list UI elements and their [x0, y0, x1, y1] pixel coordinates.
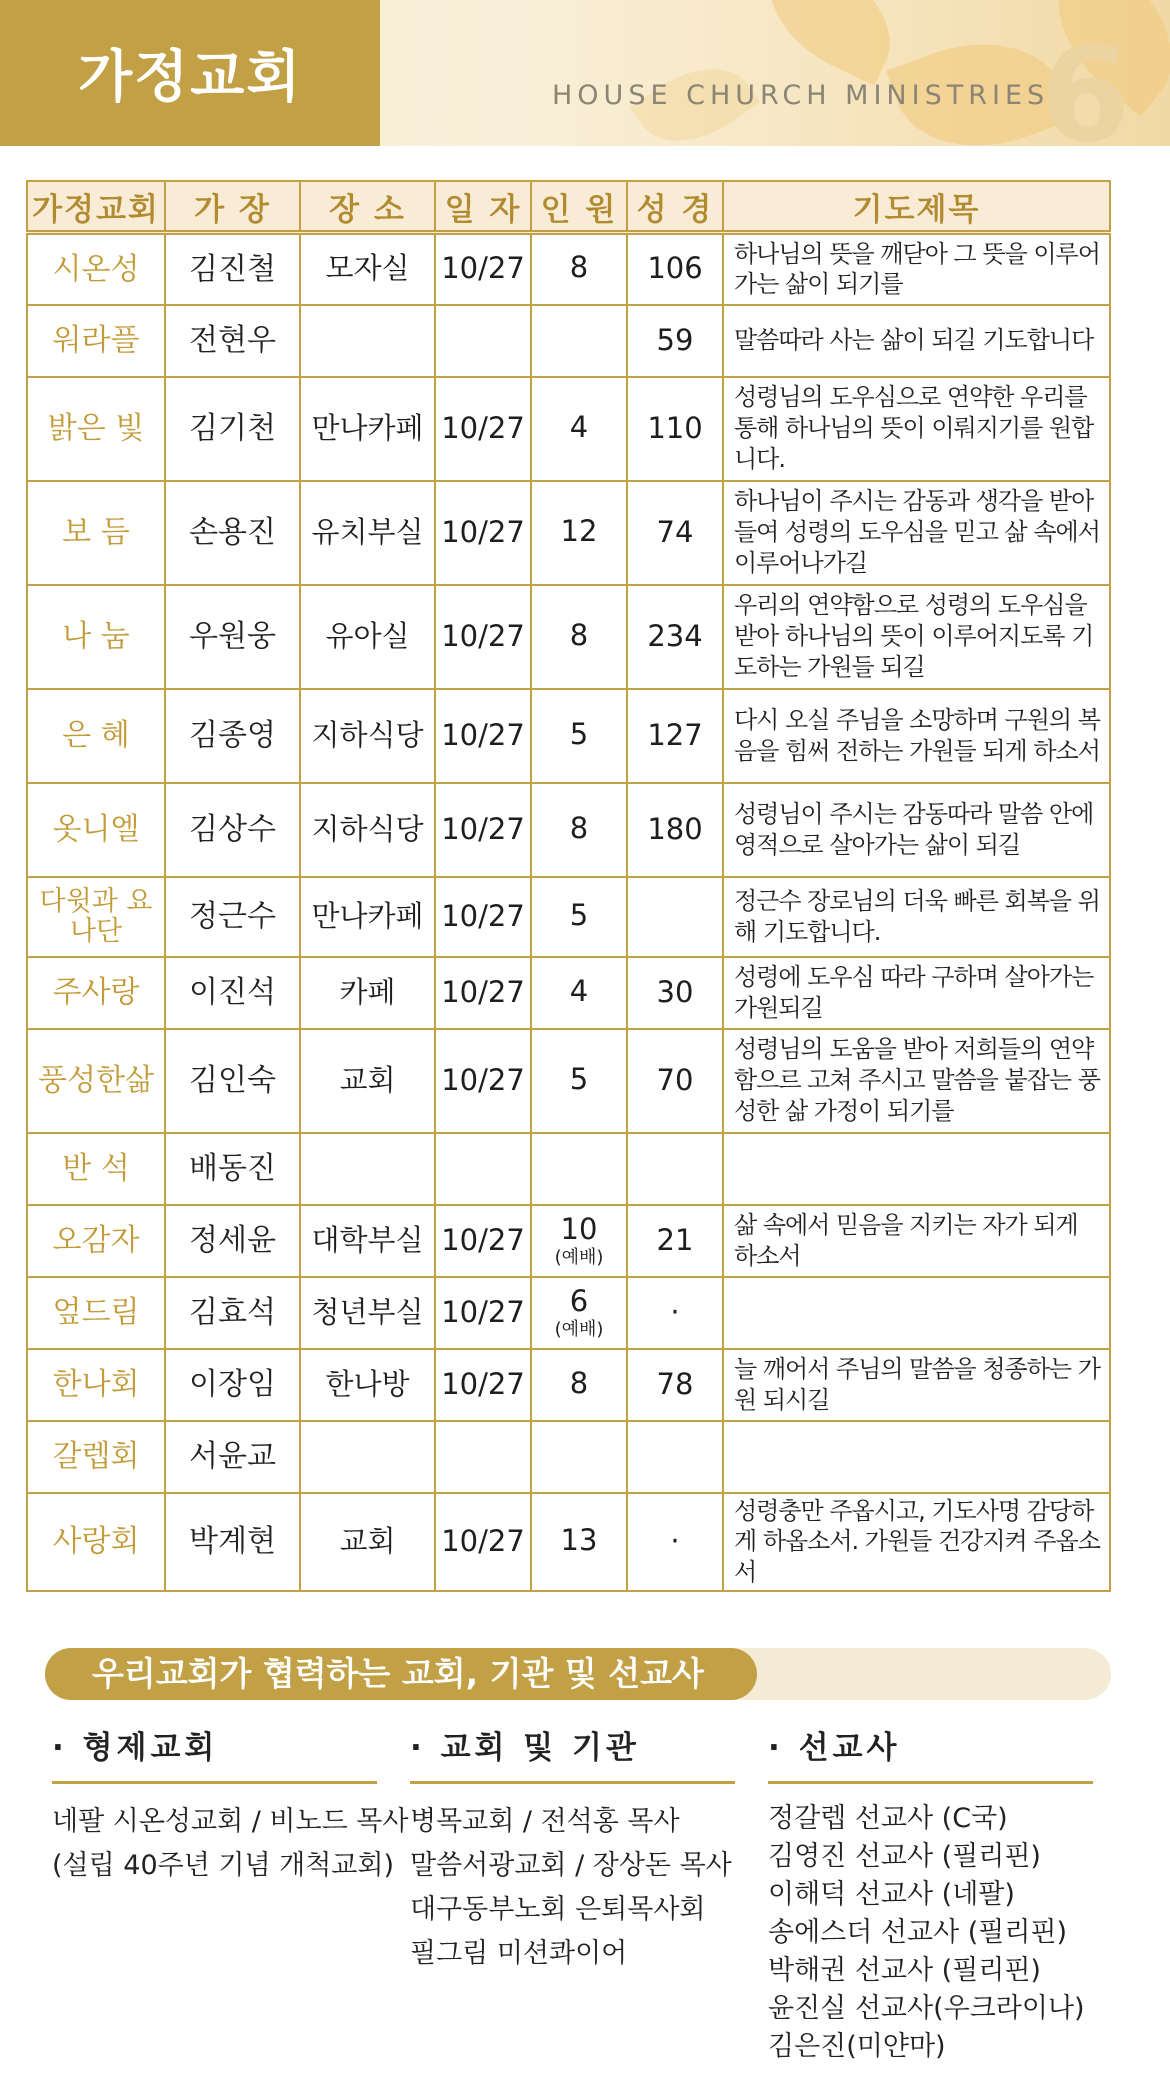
prayer-cell: 성령충만 주옵시고, 기도사명 감당하게 하옵소서. 가원들 건강지켜 주옵소서: [723, 1493, 1110, 1591]
table-row: [27, 1133, 1110, 1205]
prayer-cell: [723, 1277, 1110, 1349]
list-item: 대구동부노회 은퇴목사회: [410, 1894, 706, 1925]
church-cell: 워라플: [27, 305, 165, 377]
house-church-table: [26, 180, 1111, 1592]
list-item: 정갈렙 선교사 (C국): [768, 1803, 1008, 1834]
bible-cell: 110: [627, 377, 723, 481]
count-cell: [531, 305, 627, 377]
leader-cell: 김효석: [165, 1277, 300, 1349]
church-cell: 반 석: [27, 1133, 165, 1205]
leader-cell: 전현우: [165, 305, 300, 377]
churches-orgs-column: [410, 1722, 735, 1976]
leader-cell: 김종영: [165, 689, 300, 783]
place-cell: 만나카페: [300, 377, 435, 481]
bible-cell: 70: [627, 1029, 723, 1133]
church-cell: 옷니엘: [27, 783, 165, 877]
bible-cell: 21: [627, 1205, 723, 1277]
church-cell: 엎드림: [27, 1277, 165, 1349]
place-cell: 한나방: [300, 1349, 435, 1421]
prayer-cell: [723, 1133, 1110, 1205]
table-row: [27, 377, 1110, 481]
date-cell: [435, 1421, 531, 1493]
count-cell: [531, 1421, 627, 1493]
place-cell: 유치부실: [300, 481, 435, 585]
churches-orgs-list: [410, 1800, 735, 1976]
bible-cell: 74: [627, 481, 723, 585]
leader-cell: 이진석: [165, 957, 300, 1029]
missionaries-list: [768, 1800, 1093, 2066]
sister-churches-title: · 형제교회: [52, 1722, 377, 1784]
list-item: 네팔 시온성교회 / 비노드 목사: [52, 1806, 409, 1837]
partners-banner-title: 우리교회가 협력하는 교회, 기관 및 선교사: [92, 1654, 704, 1693]
bible-cell: [627, 1133, 723, 1205]
bible-cell: 106: [627, 233, 723, 305]
place-cell: [300, 1421, 435, 1493]
list-item: 윤진실 선교사(우크라이나): [768, 1993, 1085, 2024]
table-row: [27, 957, 1110, 1029]
page-number: 6: [1040, 19, 1131, 146]
table-row: [27, 481, 1110, 585]
list-item: 김은진(미얀마): [768, 2031, 946, 2062]
column-header: 장 소: [300, 181, 435, 233]
leader-cell: 김진철: [165, 233, 300, 305]
missionaries-column: [768, 1722, 1093, 2066]
list-item: 말씀서광교회 / 장상돈 목사: [410, 1850, 732, 1881]
place-cell: 만나카페: [300, 877, 435, 957]
place-cell: [300, 305, 435, 377]
prayer-cell: 늘 깨어서 주님의 말씀을 청종하는 가원 되시길: [723, 1349, 1110, 1421]
bible-cell: 180: [627, 783, 723, 877]
place-cell: 교회: [300, 1493, 435, 1591]
table-row: [27, 783, 1110, 877]
count-cell: 5: [531, 877, 627, 957]
table-header-row: [27, 181, 1110, 233]
page-title: 가정교회: [78, 45, 303, 110]
prayer-cell: 삶 속에서 믿음을 지키는 자가 되게 하소서: [723, 1205, 1110, 1277]
count-cell: 8: [531, 233, 627, 305]
table-row: [27, 1277, 1110, 1349]
date-cell: 10/27: [435, 1205, 531, 1277]
place-cell: 지하식당: [300, 689, 435, 783]
leader-cell: 박계현: [165, 1493, 300, 1591]
count-cell: 4: [531, 957, 627, 1029]
date-cell: 10/27: [435, 585, 531, 689]
bible-cell: ·: [627, 1277, 723, 1349]
date-cell: [435, 1133, 531, 1205]
date-cell: 10/27: [435, 377, 531, 481]
prayer-cell: 우리의 연약함으로 성령의 도우심을 받아 하나님의 뜻이 이루어지도록 기도하는 가원들 되길: [723, 585, 1110, 689]
place-cell: [300, 1133, 435, 1205]
leader-cell: 서윤교: [165, 1421, 300, 1493]
list-item: 이해덕 선교사 (네팔): [768, 1879, 1015, 1910]
table-row: [27, 1029, 1110, 1133]
count-cell: 5: [531, 689, 627, 783]
date-cell: 10/27: [435, 1277, 531, 1349]
list-item: 병목교회 / 전석홍 목사: [410, 1806, 680, 1837]
date-cell: [435, 305, 531, 377]
count-cell: 6 (예배): [531, 1277, 627, 1349]
table-row: [27, 305, 1110, 377]
bible-cell: 59: [627, 305, 723, 377]
bible-cell: ·: [627, 1493, 723, 1591]
leader-cell: 김인숙: [165, 1029, 300, 1133]
prayer-cell: [723, 1421, 1110, 1493]
leader-cell: 정세윤: [165, 1205, 300, 1277]
church-cell: 나 눔: [27, 585, 165, 689]
place-cell: 교회: [300, 1029, 435, 1133]
column-header: 기도제목: [723, 181, 1110, 233]
leader-cell: 우원웅: [165, 585, 300, 689]
date-cell: 10/27: [435, 233, 531, 305]
count-cell: 5: [531, 1029, 627, 1133]
page-subtitle: HOUSE CHURCH MINISTRIES: [552, 80, 1050, 111]
date-cell: 10/27: [435, 957, 531, 1029]
count-cell: [531, 1133, 627, 1205]
church-cell: 주사랑: [27, 957, 165, 1029]
table-row: [27, 877, 1110, 957]
prayer-cell: 다시 오실 주님을 소망하며 구원의 복음을 힘써 전하는 가원들 되게 하소서: [723, 689, 1110, 783]
date-cell: 10/27: [435, 689, 531, 783]
prayer-cell: 하나님이 주시는 감동과 생각을 받아들여 성령의 도우심을 믿고 삶 속에서 이루어나가길: [723, 481, 1110, 585]
church-cell: 다윗과 요나단: [27, 877, 165, 957]
prayer-cell: 말씀따라 사는 삶이 되길 기도합니다: [723, 305, 1110, 377]
church-cell: 밝은 빛: [27, 377, 165, 481]
bible-cell: [627, 1421, 723, 1493]
list-item: 김영진 선교사 (필리핀): [768, 1841, 1041, 1872]
church-cell: 사랑회: [27, 1493, 165, 1591]
prayer-cell: 성령에 도우심 따라 구하며 살아가는 가원되길: [723, 957, 1110, 1029]
bible-cell: 30: [627, 957, 723, 1029]
column-header: 성 경: [627, 181, 723, 233]
date-cell: 10/27: [435, 1349, 531, 1421]
table-row: [27, 585, 1110, 689]
count-cell: 8: [531, 1349, 627, 1421]
table-row: [27, 1493, 1110, 1591]
church-cell: 은 혜: [27, 689, 165, 783]
church-cell: 갈렙회: [27, 1421, 165, 1493]
count-cell: 4: [531, 377, 627, 481]
place-cell: 지하식당: [300, 783, 435, 877]
leader-cell: 김기천: [165, 377, 300, 481]
church-cell: 오감자: [27, 1205, 165, 1277]
table-row: [27, 689, 1110, 783]
list-item: (설립 40주년 기념 개척교회): [52, 1850, 394, 1881]
date-cell: 10/27: [435, 783, 531, 877]
bible-cell: [627, 877, 723, 957]
table-row: [27, 1349, 1110, 1421]
place-cell: 유아실: [300, 585, 435, 689]
column-header: 가 장: [165, 181, 300, 233]
table-row: [27, 1205, 1110, 1277]
count-cell: 13: [531, 1493, 627, 1591]
sister-churches-list: [52, 1800, 409, 1888]
column-header: 가정교회: [27, 181, 165, 233]
place-cell: 청년부실: [300, 1277, 435, 1349]
prayer-cell: 성령님의 도움을 받아 저희들의 연약함으르 고쳐 주시고 말씀을 붙잡는 풍성한 삶 가정이 되기를: [723, 1029, 1110, 1133]
leader-cell: 배동진: [165, 1133, 300, 1205]
bible-cell: 127: [627, 689, 723, 783]
prayer-cell: 성령님의 도우심으로 연약한 우리를 통해 하나님의 뜻이 이뤄지기를 원합니다.: [723, 377, 1110, 481]
count-cell: 8: [531, 585, 627, 689]
table-row: [27, 233, 1110, 305]
list-item: 박해권 선교사 (필리핀): [768, 1955, 1041, 1986]
churches-orgs-title: · 교회 및 기관: [410, 1722, 735, 1784]
bible-cell: 78: [627, 1349, 723, 1421]
leader-cell: 김상수: [165, 783, 300, 877]
date-cell: 10/27: [435, 481, 531, 585]
count-cell: 12: [531, 481, 627, 585]
leader-cell: 이장임: [165, 1349, 300, 1421]
bible-cell: 234: [627, 585, 723, 689]
church-cell: 보 듬: [27, 481, 165, 585]
church-cell: 한나회: [27, 1349, 165, 1421]
prayer-cell: 성령님이 주시는 감동따라 말씀 안에 영적으로 살아가는 삶이 되길: [723, 783, 1110, 877]
table-row: [27, 1421, 1110, 1493]
date-cell: 10/27: [435, 1493, 531, 1591]
sister-churches-column: [52, 1722, 409, 1888]
place-cell: 모자실: [300, 233, 435, 305]
church-cell: 시온성: [27, 233, 165, 305]
place-cell: 대학부실: [300, 1205, 435, 1277]
page-header: [0, 0, 1170, 146]
leader-cell: 손용진: [165, 481, 300, 585]
list-item: 송에스더 선교사 (필리핀): [768, 1917, 1068, 1948]
prayer-cell: 하나님의 뜻을 깨닫아 그 뜻을 이루어 가는 삶이 되기를: [723, 233, 1110, 305]
prayer-cell: 정근수 장로님의 더욱 빠른 회복을 위해 기도합니다.: [723, 877, 1110, 957]
date-cell: 10/27: [435, 877, 531, 957]
list-item: 필그림 미션콰이어: [410, 1938, 628, 1969]
count-cell: 10 (예배): [531, 1205, 627, 1277]
column-header: 일 자: [435, 181, 531, 233]
date-cell: 10/27: [435, 1029, 531, 1133]
column-header: 인 원: [531, 181, 627, 233]
place-cell: 카페: [300, 957, 435, 1029]
church-cell: 풍성한삶: [27, 1029, 165, 1133]
count-cell: 8: [531, 783, 627, 877]
missionaries-title: · 선교사: [768, 1722, 1093, 1784]
leader-cell: 정근수: [165, 877, 300, 957]
